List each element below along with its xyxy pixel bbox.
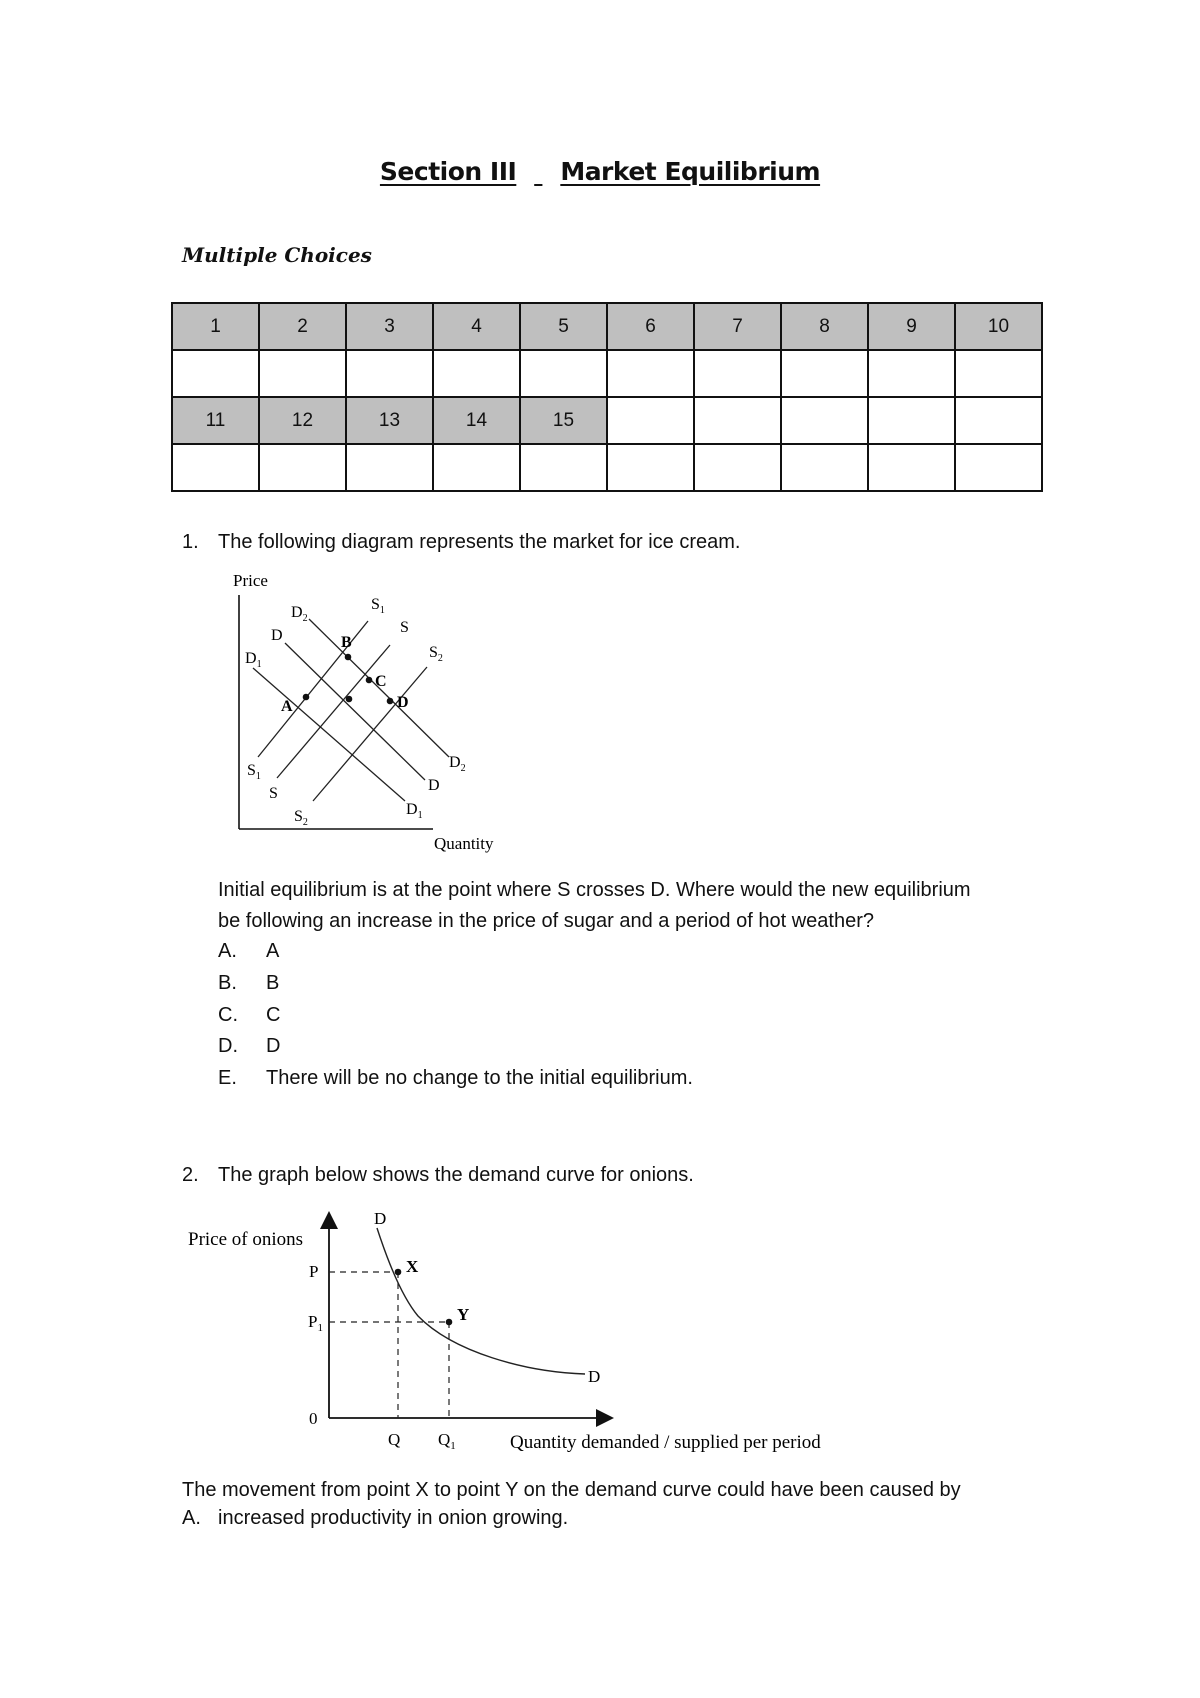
y-axis-label: Price of onions xyxy=(188,1229,304,1250)
question-text: The following diagram represents the market for ice cream. xyxy=(218,531,741,553)
answer-cell[interactable] xyxy=(172,444,259,491)
answer-number-cell: 13 xyxy=(346,397,433,444)
answer-cell[interactable] xyxy=(520,444,607,491)
question-number: 1. xyxy=(182,531,199,553)
label-d2-top: $D_2$ xyxy=(291,604,308,624)
subheading: Multiple Choices xyxy=(182,243,372,267)
question-1-line-2: be following an increase in the price of sugar and a period of hot weather? xyxy=(218,910,874,932)
question-1-line-1: Initial equilibrium is at the point where S crosses D. Where would the new equilibrium xyxy=(218,879,971,901)
label-s1-top: $S_1$ xyxy=(371,596,385,616)
label-s-top: S xyxy=(400,619,409,636)
label-d-top: D xyxy=(271,627,283,644)
label-d1-bottom: $D_1$ xyxy=(406,801,423,821)
answer-number-cell: 1 xyxy=(172,303,259,350)
q1-option-d[interactable] xyxy=(218,1035,280,1058)
answer-cell[interactable] xyxy=(433,444,520,491)
title-gap xyxy=(516,157,560,186)
empty-cell xyxy=(781,397,868,444)
answer-cell[interactable] xyxy=(346,444,433,491)
answer-cell[interactable] xyxy=(868,444,955,491)
answer-cell[interactable] xyxy=(433,350,520,397)
y-axis-label: Price xyxy=(233,571,268,590)
answer-number-cell: 8 xyxy=(781,303,868,350)
option-text: A xyxy=(266,940,280,962)
empty-cell xyxy=(607,397,694,444)
answer-cell[interactable] xyxy=(607,350,694,397)
option-letter: B. xyxy=(218,972,237,994)
point-d-marker xyxy=(387,698,394,705)
q1-option-a[interactable] xyxy=(218,940,279,963)
label-d1-top: $D_1$ xyxy=(245,650,262,670)
point-c-marker xyxy=(366,677,373,684)
question-text: The graph below shows the demand curve for onions. xyxy=(218,1164,694,1186)
answer-cell[interactable] xyxy=(868,350,955,397)
price-label-p: P xyxy=(309,1262,319,1281)
option-letter: E. xyxy=(218,1067,237,1089)
option-text: There will be no change to the initial equilibrium. xyxy=(266,1067,693,1089)
answer-cell[interactable] xyxy=(781,444,868,491)
qty-label-q: Q xyxy=(388,1430,401,1449)
page-title xyxy=(0,157,1200,186)
question-number: 2. xyxy=(182,1164,199,1186)
label-s2-bottom: $S_2$ xyxy=(294,808,308,828)
demand-curve xyxy=(377,1228,585,1374)
section-name: Market Equilibrium xyxy=(560,157,821,186)
answer-cell[interactable] xyxy=(955,444,1042,491)
point-d-label: D xyxy=(397,694,409,711)
point-a-label: A xyxy=(281,698,293,715)
option-text: D xyxy=(266,1035,281,1057)
answer-cell[interactable] xyxy=(259,444,346,491)
x-axis-label: Quantity xyxy=(434,834,494,853)
label-s-bottom: S xyxy=(269,785,278,802)
answer-number-cell: 6 xyxy=(607,303,694,350)
answer-cell[interactable] xyxy=(607,444,694,491)
q1-option-e[interactable] xyxy=(218,1067,693,1090)
point-b-label: B xyxy=(341,634,352,651)
option-letter: D. xyxy=(218,1035,238,1057)
q1-option-b[interactable] xyxy=(218,972,279,995)
point-x-label: X xyxy=(406,1257,419,1276)
qty-label-q1: $Q_1$ xyxy=(438,1430,456,1452)
point-x-marker xyxy=(395,1269,402,1276)
answer-number-cell: 2 xyxy=(259,303,346,350)
point-y-label: Y xyxy=(457,1305,470,1324)
price-label-p1: $P_1$ xyxy=(308,1312,323,1334)
answer-number-cell: 14 xyxy=(433,397,520,444)
option-text: increased productivity in onion growing. xyxy=(218,1507,569,1529)
section-number: Section III xyxy=(379,157,517,186)
origin-label: 0 xyxy=(309,1409,318,1428)
answer-number-cell: 12 xyxy=(259,397,346,444)
answer-number-cell: 5 xyxy=(520,303,607,350)
answer-number-cell: 7 xyxy=(694,303,781,350)
empty-cell xyxy=(694,397,781,444)
supply-curve-s xyxy=(277,645,390,778)
point-b-marker xyxy=(345,654,352,661)
answer-cell[interactable] xyxy=(259,350,346,397)
answer-header-row xyxy=(172,303,1042,350)
option-letter: A. xyxy=(182,1507,201,1529)
label-s1-bottom: $S_1$ xyxy=(247,762,261,782)
label-d2-bottom: $D_2$ xyxy=(449,754,466,774)
answer-cell[interactable] xyxy=(694,350,781,397)
answer-number-cell: 3 xyxy=(346,303,433,350)
point-c-label: C xyxy=(375,673,387,690)
answer-input-row xyxy=(172,350,1042,397)
point-y-marker xyxy=(446,1319,453,1326)
q1-option-c[interactable] xyxy=(218,1004,280,1027)
answer-number-cell: 9 xyxy=(868,303,955,350)
answer-cell[interactable] xyxy=(955,350,1042,397)
answer-header-row xyxy=(172,397,1042,444)
option-letter: C. xyxy=(218,1004,238,1026)
q2-option-a[interactable] xyxy=(182,1507,568,1530)
answer-cell[interactable] xyxy=(346,350,433,397)
empty-cell xyxy=(955,397,1042,444)
answer-cell[interactable] xyxy=(781,350,868,397)
point-a-marker xyxy=(303,694,310,701)
option-text: C xyxy=(266,1004,281,1026)
answer-cell[interactable] xyxy=(520,350,607,397)
answer-number-cell: 11 xyxy=(172,397,259,444)
answer-number-cell: 15 xyxy=(520,397,607,444)
question-2-line: The movement from point X to point Y on the demand curve could have been caused by xyxy=(182,1479,961,1501)
answer-input-row xyxy=(172,444,1042,491)
ice-cream-market-diagram xyxy=(225,565,525,855)
empty-cell xyxy=(868,397,955,444)
label-d-bottom: D xyxy=(428,777,440,794)
x-axis-label: Quantity demanded / supplied per period xyxy=(510,1432,821,1453)
initial-equilibrium-marker xyxy=(346,696,353,703)
answer-number-cell: 4 xyxy=(433,303,520,350)
option-letter: A. xyxy=(218,940,237,962)
curve-label-end: D xyxy=(588,1367,601,1386)
answer-cell[interactable] xyxy=(172,350,259,397)
option-text: B xyxy=(266,972,280,994)
curve-label-top: D xyxy=(374,1209,387,1228)
onion-demand-graph xyxy=(185,1200,885,1455)
answer-table xyxy=(171,302,1043,492)
label-s2-top: $S_2$ xyxy=(429,644,443,664)
answer-number-cell: 10 xyxy=(955,303,1042,350)
answer-cell[interactable] xyxy=(694,444,781,491)
